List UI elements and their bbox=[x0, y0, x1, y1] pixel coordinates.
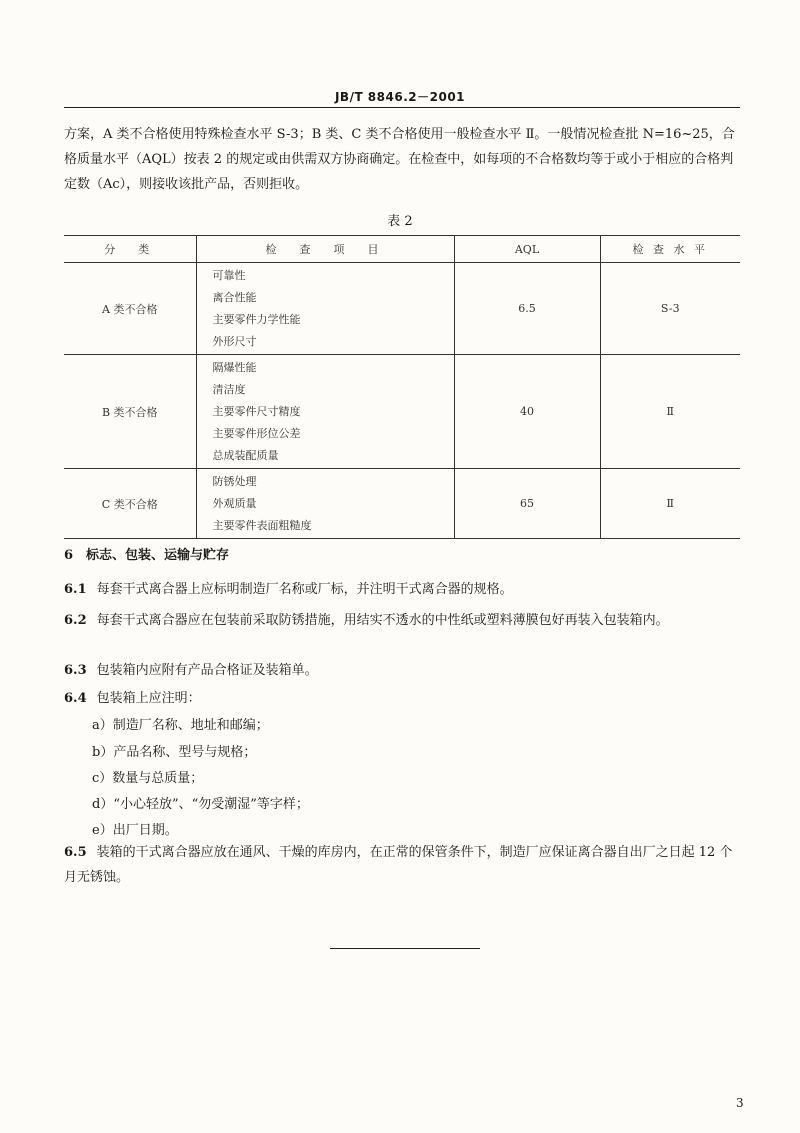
inspection-item: 清洁度 bbox=[212, 383, 246, 396]
inspection-table bbox=[64, 235, 740, 539]
level-cell: S-3 bbox=[600, 263, 740, 355]
aql-cell: 40 bbox=[454, 355, 600, 469]
clause-6-3 bbox=[64, 658, 744, 683]
table-row bbox=[64, 469, 740, 539]
clause-number: 6.3 bbox=[64, 663, 87, 678]
inspection-item: 离合性能 bbox=[212, 291, 257, 304]
clause-6-2 bbox=[64, 608, 744, 633]
header-category: 分 类 bbox=[64, 236, 196, 263]
clause-text: 每套干式离合器上应标明制造厂名称或厂标，并注明干式离合器的规格。 bbox=[96, 582, 513, 597]
inspection-item: 主要零件形位公差 bbox=[212, 427, 301, 440]
inspection-item: 主要零件表面粗糙度 bbox=[212, 519, 312, 532]
level-cell: Ⅱ bbox=[600, 469, 740, 539]
inspection-item: 外观质量 bbox=[212, 497, 257, 510]
table-row bbox=[64, 355, 740, 469]
table-header-row bbox=[64, 236, 740, 263]
clause-number: 6.1 bbox=[64, 582, 87, 597]
level-cell: Ⅱ bbox=[600, 355, 740, 469]
table-row bbox=[64, 263, 740, 355]
header-level: 检 查 水 平 bbox=[600, 236, 740, 263]
clause-text: 包装箱上应注明： bbox=[96, 691, 201, 706]
items-cell bbox=[196, 469, 454, 539]
list-item: e）出厂日期。 bbox=[92, 823, 178, 838]
clause-text: 包装箱内应附有产品合格证及装箱单。 bbox=[96, 663, 318, 678]
clause-number: 6.4 bbox=[64, 691, 87, 706]
category-cell: C 类不合格 bbox=[64, 469, 196, 539]
clause-6-1 bbox=[64, 577, 744, 602]
intro-paragraph: 方案，A 类不合格使用特殊检查水平 S-3；B 类、C 类不合格使用一般检查水平 Ⅱ。一般情况检查批 N=16~25，合格质量水平（AQL）按表 2 的规定或由供需双方协商确定。在检查中，如每项的不合格数均等于或小于相应的合格判定数（Ac），则接收该批产品，否则拒收。 bbox=[64, 127, 735, 192]
inspection-item: 可靠性 bbox=[212, 269, 246, 282]
list-item: b）产品名称、型号与规格； bbox=[92, 745, 257, 760]
header-aql: AQL bbox=[454, 236, 600, 263]
category-cell: A 类不合格 bbox=[64, 263, 196, 355]
inspection-item: 主要零件力学性能 bbox=[212, 313, 301, 326]
header-items: 检 查 项 目 bbox=[196, 236, 454, 263]
header-rule bbox=[64, 107, 740, 108]
page-number: 3 bbox=[736, 1096, 744, 1110]
end-rule bbox=[330, 948, 480, 949]
document-header: JB/T 8846.2－2001 bbox=[334, 90, 466, 104]
section-heading: 6 标志、包装、运输与贮存 bbox=[64, 548, 230, 563]
aql-cell: 6.5 bbox=[454, 263, 600, 355]
table-caption: 表 2 bbox=[387, 214, 413, 229]
items-cell bbox=[196, 263, 454, 355]
items-cell bbox=[196, 355, 454, 469]
clause-number: 6.2 bbox=[64, 613, 87, 628]
clause-6-5 bbox=[64, 840, 744, 890]
inspection-item: 隔爆性能 bbox=[212, 361, 257, 374]
list-item: c）数量与总质量； bbox=[92, 771, 204, 786]
clause-number: 6.5 bbox=[64, 845, 87, 860]
inspection-item: 防锈处理 bbox=[212, 475, 257, 488]
clause-text: 装箱的干式离合器应放在通风、干燥的库房内，在正常的保管条件下，制造厂应保证离合器自出厂之日起 12 个月无锈蚀。 bbox=[64, 845, 733, 885]
list-item: a）制造厂名称、地址和邮编； bbox=[92, 718, 269, 733]
list-item: d）“小心轻放”、“勿受潮湿”等字样； bbox=[92, 797, 309, 812]
inspection-item: 总成装配质量 bbox=[212, 449, 279, 462]
inspection-item: 主要零件尺寸精度 bbox=[212, 405, 301, 418]
clause-text: 每套干式离合器应在包装前采取防锈措施，用结实不透水的中性纸或塑料薄膜包好再装入包装箱内。 bbox=[96, 613, 669, 628]
aql-cell: 65 bbox=[454, 469, 600, 539]
category-cell: B 类不合格 bbox=[64, 355, 196, 469]
inspection-item: 外形尺寸 bbox=[212, 335, 257, 348]
clause-6-4 bbox=[64, 686, 744, 711]
